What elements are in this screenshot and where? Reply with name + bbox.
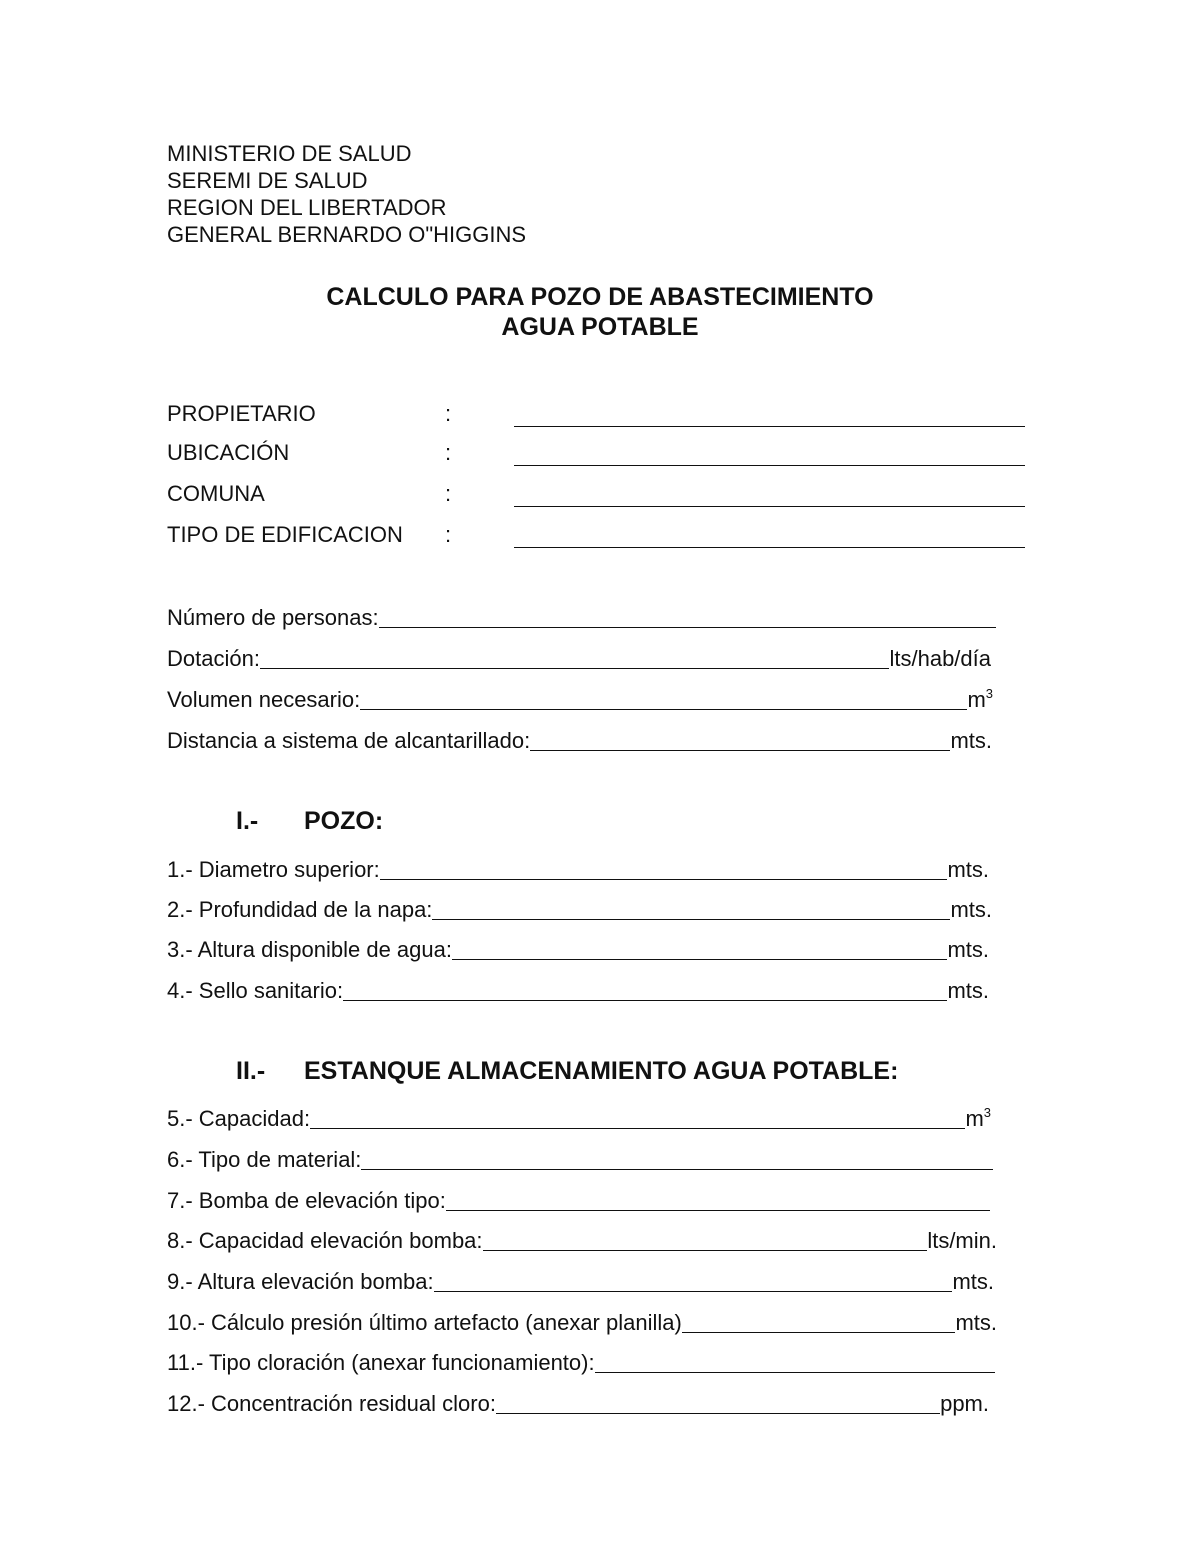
field-colon: : <box>445 522 452 547</box>
fill-line-capacidad-elevacion-bomba[interactable] <box>483 1228 928 1251</box>
unit-superscript: 3 <box>985 686 993 701</box>
field-unit: lts/min. <box>927 1228 997 1253</box>
field-numero-personas <box>167 601 996 631</box>
field-unit: mts. <box>947 937 989 962</box>
field-distancia-alcantarillado <box>167 724 992 754</box>
field-label: 3.- Altura disponible de agua: <box>167 937 452 962</box>
title-line-1: CALCULO PARA POZO DE ABASTECIMIENTO <box>326 283 874 311</box>
unit-text: m <box>965 1106 984 1131</box>
field-unit: mts. <box>955 1310 997 1335</box>
field-label: 2.- Profundidad de la napa: <box>167 897 433 922</box>
field-concentracion-cloro <box>167 1387 989 1417</box>
field-label: 12.- Concentración residual cloro: <box>167 1391 496 1416</box>
fill-line-calculo-presion[interactable] <box>682 1310 956 1333</box>
header-line-region: REGION DEL LIBERTADOR <box>167 195 447 220</box>
field-label: 7.- Bomba de elevación tipo: <box>167 1188 446 1213</box>
fill-line-altura-elevacion-bomba[interactable] <box>434 1269 953 1292</box>
field-dotacion <box>167 642 991 672</box>
field-label: 9.- Altura elevación bomba: <box>167 1269 434 1294</box>
field-altura-disponible <box>167 933 989 963</box>
field-profundidad-napa <box>167 893 992 923</box>
section-number: II.- <box>236 1057 266 1085</box>
field-unit: mts. <box>947 857 989 882</box>
fill-line-volumen-necesario[interactable] <box>360 687 967 710</box>
field-unit <box>967 687 993 713</box>
fill-line-tipo-cloracion[interactable] <box>595 1350 995 1373</box>
section-title: POZO: <box>304 807 384 835</box>
field-unit: ppm. <box>940 1391 989 1416</box>
field-tipo-cloracion <box>167 1346 995 1376</box>
field-calculo-presion <box>167 1306 997 1336</box>
field-unit: mts. <box>952 1269 994 1294</box>
field-altura-elevacion-bomba <box>167 1265 994 1295</box>
fill-line-dotacion[interactable] <box>260 646 890 669</box>
title-line-2: AGUA POTABLE <box>501 313 699 341</box>
fill-line-altura-disponible[interactable] <box>452 937 947 960</box>
field-label: Dotación: <box>167 646 260 671</box>
fill-line-propietario[interactable] <box>514 426 1025 427</box>
section-number: I.- <box>236 807 259 835</box>
fill-line-tipo-material[interactable] <box>361 1147 993 1170</box>
fill-line-sello-sanitario[interactable] <box>343 978 947 1001</box>
field-unit <box>965 1106 991 1132</box>
field-sello-sanitario <box>167 974 989 1004</box>
issuer-header <box>167 140 526 248</box>
field-unit: mts. <box>950 897 992 922</box>
field-label: UBICACIÓN <box>167 440 290 465</box>
field-label: 1.- Diametro superior: <box>167 857 380 882</box>
section-heading-estanque <box>236 1056 898 1086</box>
field-label: 4.- Sello sanitario: <box>167 978 344 1003</box>
field-tipo-material <box>167 1143 993 1173</box>
field-volumen-necesario <box>167 683 993 713</box>
fill-line-bomba-elevacion-tipo[interactable] <box>446 1188 990 1211</box>
fill-line-numero-personas[interactable] <box>379 605 996 628</box>
header-line-ministry: MINISTERIO DE SALUD <box>167 141 412 166</box>
field-label: 10.- Cálculo presión último artefacto (anexar planilla) <box>167 1310 682 1335</box>
field-label: 5.- Capacidad: <box>167 1106 311 1131</box>
field-label: COMUNA <box>167 481 265 506</box>
field-colon: : <box>445 481 452 506</box>
fill-line-tipo-edificacion[interactable] <box>514 547 1025 548</box>
field-label: 11.- Tipo cloración (anexar funcionamiento): <box>167 1350 595 1375</box>
field-label: 6.- Tipo de material: <box>167 1147 362 1172</box>
field-label: Número de personas: <box>167 605 379 630</box>
header-line-general: GENERAL BERNARDO O"HIGGINS <box>167 222 527 247</box>
field-colon: : <box>445 440 452 465</box>
field-unit: mts. <box>947 978 989 1003</box>
field-capacidad <box>167 1102 991 1132</box>
fill-line-ubicacion[interactable] <box>514 465 1025 466</box>
field-bomba-elevacion-tipo <box>167 1184 990 1214</box>
document-title <box>0 282 1200 342</box>
field-label: 8.- Capacidad elevación bomba: <box>167 1228 483 1253</box>
field-capacidad-elevacion-bomba <box>167 1224 997 1254</box>
section-title: ESTANQUE ALMACENAMIENTO AGUA POTABLE: <box>304 1057 899 1085</box>
section-heading-pozo <box>236 806 383 836</box>
field-label: Volumen necesario: <box>167 687 361 712</box>
field-unit: mts. <box>950 728 992 753</box>
field-colon: : <box>445 401 452 426</box>
fill-line-capacidad[interactable] <box>310 1106 965 1129</box>
unit-text: m <box>967 687 986 712</box>
fill-line-diametro-superior[interactable] <box>380 857 948 880</box>
fill-line-comuna[interactable] <box>514 506 1025 507</box>
unit-superscript: 3 <box>983 1105 991 1120</box>
fill-line-distancia-alcantarillado[interactable] <box>530 728 950 751</box>
fill-line-profundidad-napa[interactable] <box>432 897 950 920</box>
header-line-seremi: SEREMI DE SALUD <box>167 168 368 193</box>
field-diametro-superior <box>167 853 989 883</box>
fill-line-concentracion-cloro[interactable] <box>496 1391 940 1414</box>
field-unit: lts/hab/día <box>889 646 991 671</box>
field-label: PROPIETARIO <box>167 401 316 426</box>
field-label: Distancia a sistema de alcantarillado: <box>167 728 531 753</box>
field-label: TIPO DE EDIFICACION <box>167 522 403 547</box>
